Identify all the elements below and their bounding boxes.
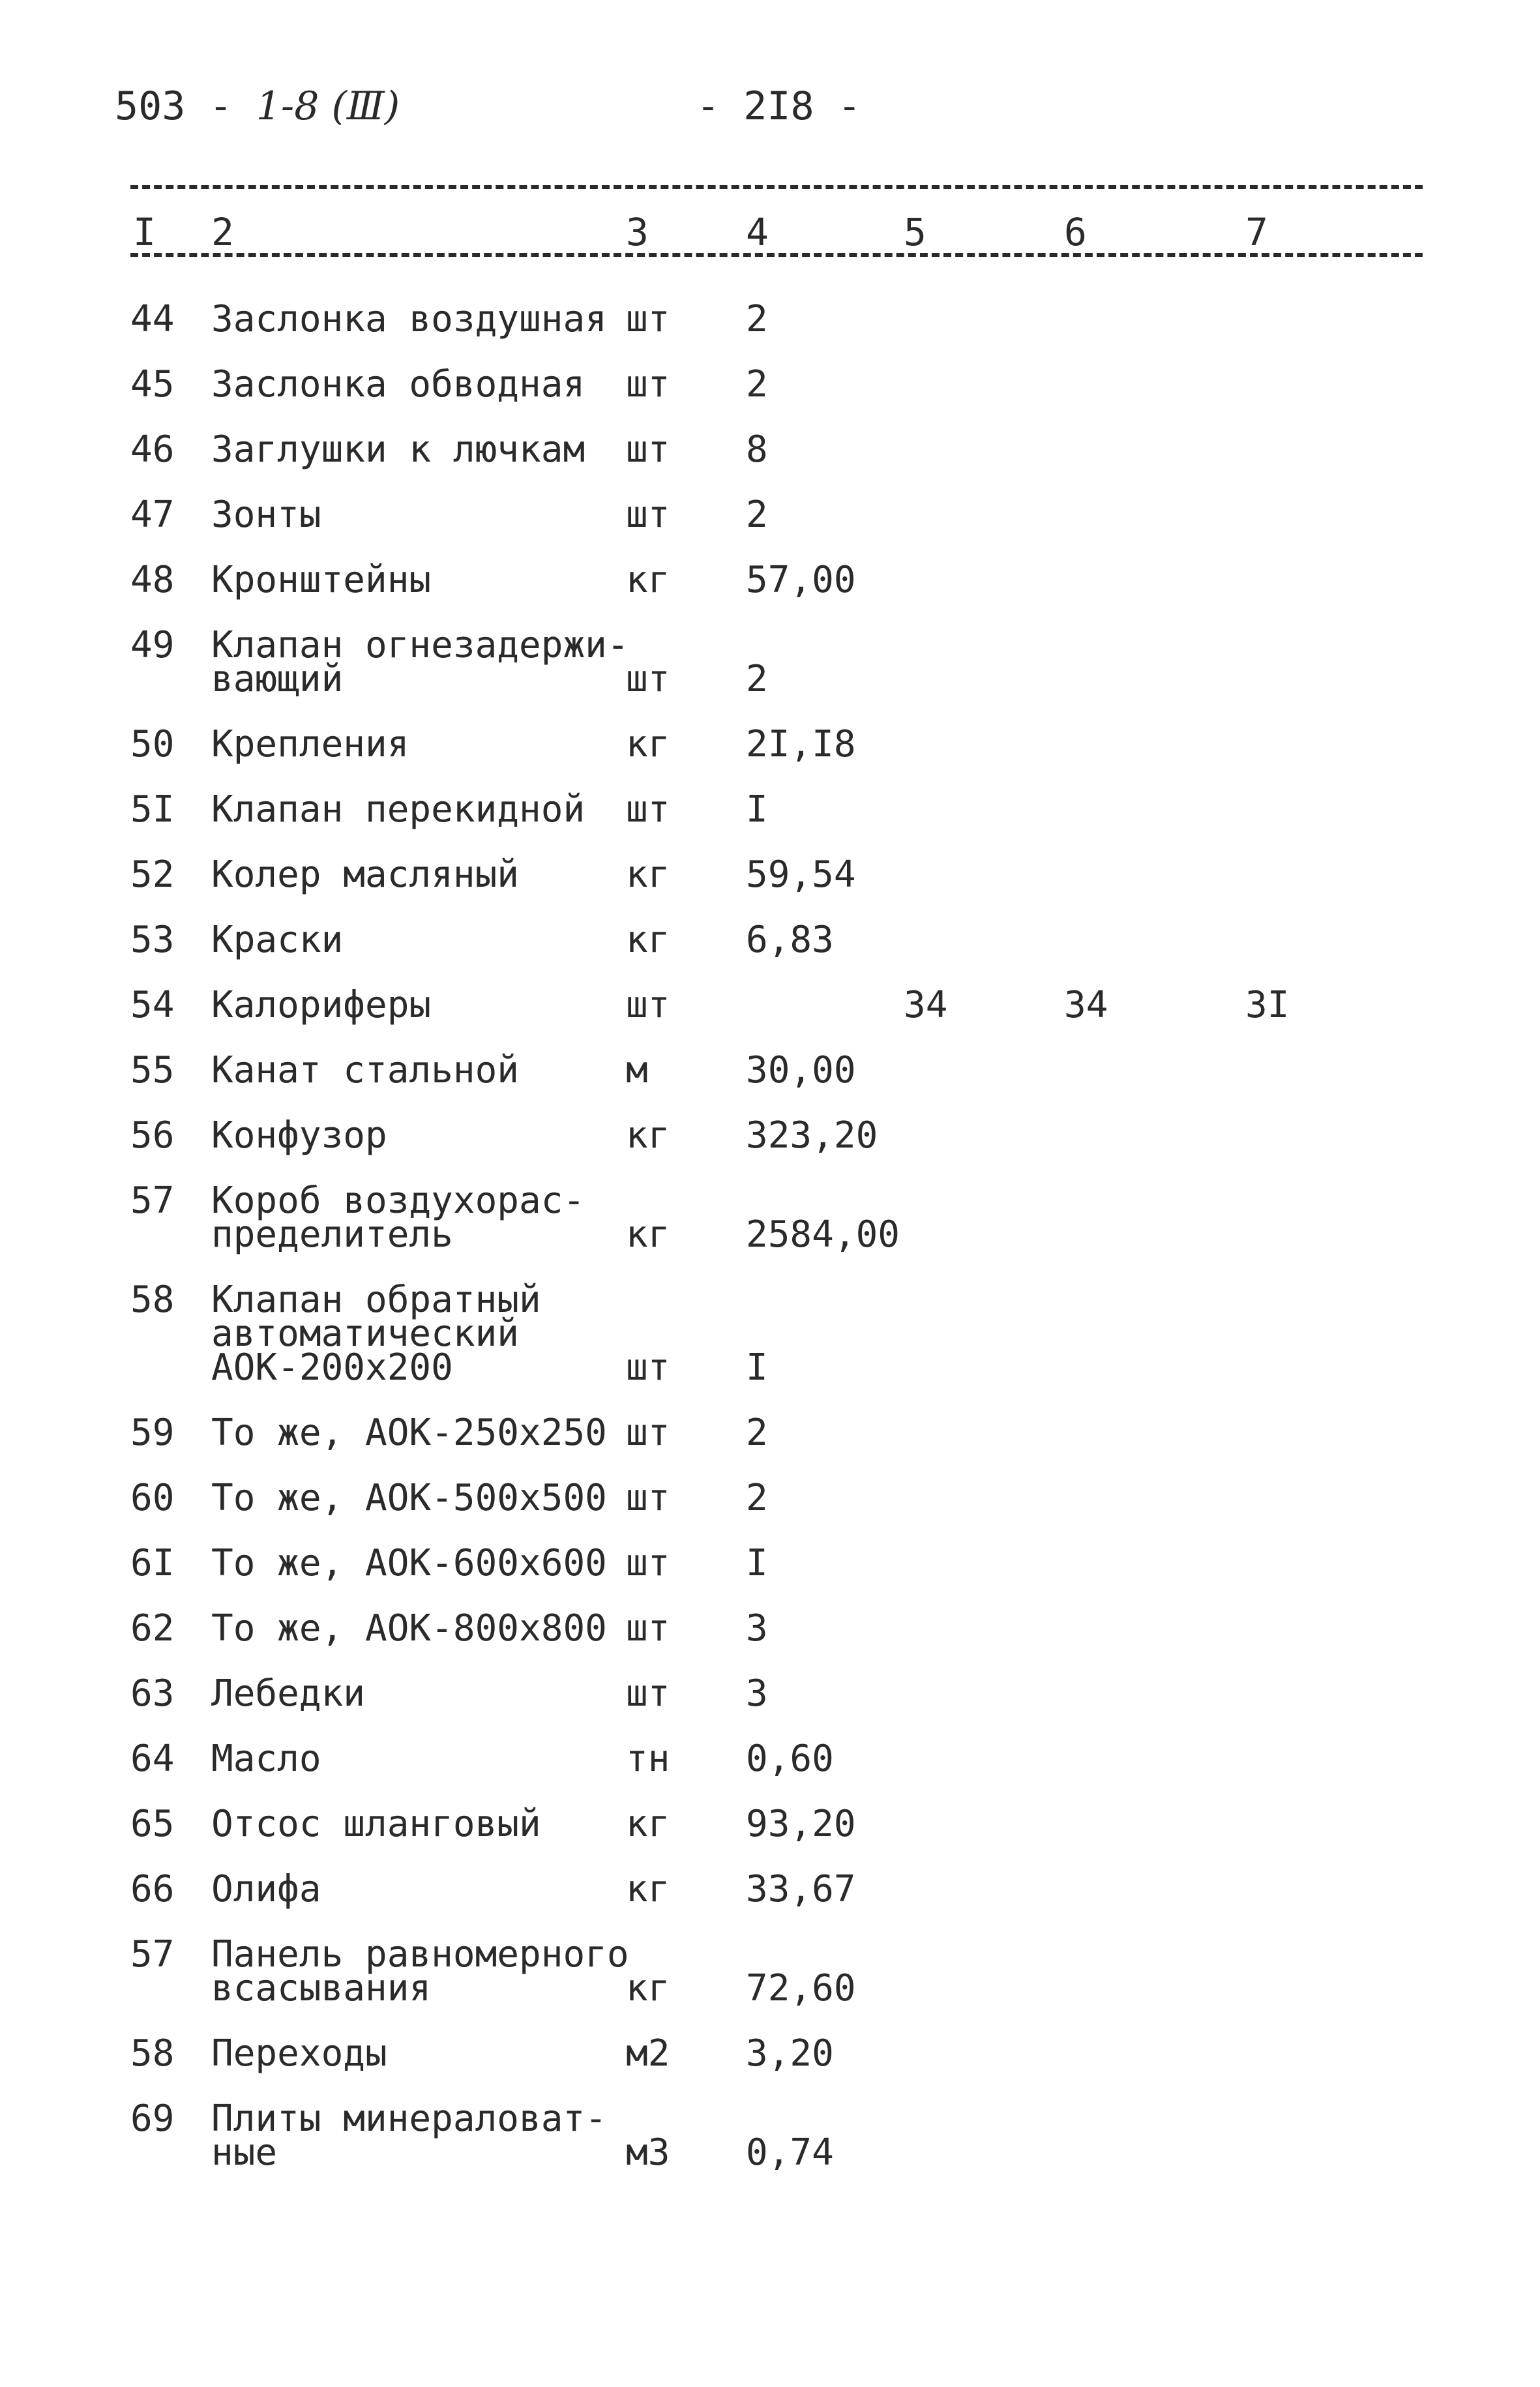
cell-unit: шт (626, 658, 670, 700)
column-number-3: 3 (626, 210, 649, 254)
cell-name: То же, АОК-500х500 (211, 1477, 607, 1519)
cell-num: 57 (130, 1933, 175, 1976)
cell-name: Клапан огнезадержи- вающий (211, 624, 629, 700)
cell-unit: шт (626, 494, 670, 536)
cell-num: 53 (130, 919, 175, 961)
cell-q4: 2I,I8 (746, 723, 856, 765)
cell-unit: тн (626, 1738, 670, 1780)
table-row (0, 1868, 1540, 1910)
cell-q4: I (746, 1346, 768, 1389)
cell-num: 60 (130, 1477, 175, 1519)
cell-q4: 3 (746, 1672, 768, 1715)
cell-q4: 2 (746, 298, 768, 340)
cell-name: Заслонка воздушная (211, 298, 607, 340)
table-row (0, 624, 1540, 700)
cell-q4: 2 (746, 363, 768, 406)
table-row (0, 428, 1540, 471)
document-code (115, 83, 400, 129)
table-row (0, 1049, 1540, 1091)
cell-num: 56 (130, 1114, 175, 1157)
table-row (0, 1477, 1540, 1519)
cell-name: Олифа (211, 1868, 321, 1910)
column-number-1: I (133, 210, 156, 254)
cell-name: Клапан перекидной (211, 788, 585, 831)
cell-unit: шт (626, 1412, 670, 1454)
cell-q4: 0,74 (746, 2131, 834, 2174)
table-row (0, 1607, 1540, 1650)
cell-name: Отсос шланговый (211, 1803, 541, 1845)
cell-unit: кг (626, 559, 670, 601)
cell-num: 48 (130, 559, 175, 601)
cell-unit: кг (626, 919, 670, 961)
cell-unit: кг (626, 1213, 670, 1256)
cell-unit: м (626, 1049, 648, 1091)
table-row (0, 559, 1540, 601)
document-code-handwritten: 1-8 (Ⅲ) (256, 83, 400, 129)
cell-unit: шт (626, 428, 670, 471)
table-row (0, 984, 1540, 1026)
cell-q4: I (746, 1542, 768, 1584)
cell-name: Крепления (211, 723, 409, 765)
cell-num: 52 (130, 853, 175, 896)
cell-num: 5I (130, 788, 175, 831)
table-row (0, 723, 1540, 765)
cell-q4: 6,83 (746, 919, 834, 961)
cell-unit: шт (626, 1542, 670, 1584)
cell-unit: шт (626, 1477, 670, 1519)
cell-name: Переходы (211, 2032, 387, 2075)
cell-name: Заслонка обводная (211, 363, 585, 406)
cell-num: 46 (130, 428, 175, 471)
table-row (0, 1672, 1540, 1715)
document-code-typed: 503 - (115, 83, 256, 129)
table-row (0, 2032, 1540, 2075)
cell-unit: шт (626, 1346, 670, 1389)
page-number: - 2I8 - (696, 83, 861, 129)
cell-q5: 34 (904, 984, 948, 1026)
cell-unit: кг (626, 1114, 670, 1157)
cell-name: Заглушки к лючкам (211, 428, 585, 471)
cell-num: 58 (130, 1279, 175, 1321)
table-row (0, 1933, 1540, 2009)
table-header-rule (130, 253, 1423, 257)
cell-num: 69 (130, 2098, 175, 2140)
cell-num: 45 (130, 363, 175, 406)
table-row (0, 853, 1540, 896)
cell-q4: 33,67 (746, 1868, 856, 1910)
column-number-6: 6 (1064, 210, 1087, 254)
cell-num: 47 (130, 494, 175, 536)
cell-num: 59 (130, 1412, 175, 1454)
cell-num: 62 (130, 1607, 175, 1650)
cell-name: Краски (211, 919, 344, 961)
cell-unit: кг (626, 1967, 670, 2009)
cell-num: 55 (130, 1049, 175, 1091)
cell-name: Колер масляный (211, 853, 520, 896)
cell-num: 57 (130, 1179, 175, 1222)
cell-num: 64 (130, 1738, 175, 1780)
cell-unit: шт (626, 1607, 670, 1650)
cell-name: То же, АОК-800х800 (211, 1607, 607, 1650)
cell-q4: 2 (746, 494, 768, 536)
cell-num: 44 (130, 298, 175, 340)
column-number-5: 5 (904, 210, 926, 254)
cell-name: Конфузор (211, 1114, 387, 1157)
cell-unit: м2 (626, 2032, 670, 2075)
table-row (0, 298, 1540, 340)
cell-num: 58 (130, 2032, 175, 2075)
cell-q7: 3I (1245, 984, 1290, 1026)
cell-name: Масло (211, 1738, 321, 1780)
cell-unit: м3 (626, 2131, 670, 2174)
column-number-2: 2 (211, 210, 234, 254)
table-row (0, 363, 1540, 406)
cell-unit: кг (626, 723, 670, 765)
table-row (0, 1412, 1540, 1454)
cell-unit: шт (626, 788, 670, 831)
table-row (0, 1803, 1540, 1845)
table-row (0, 1738, 1540, 1780)
table-row (0, 1542, 1540, 1584)
cell-q4: 3,20 (746, 2032, 834, 2075)
cell-q4: I (746, 788, 768, 831)
cell-unit: шт (626, 298, 670, 340)
cell-unit: кг (626, 1803, 670, 1845)
table-row (0, 919, 1540, 961)
cell-num: 49 (130, 624, 175, 666)
cell-q4: 3 (746, 1607, 768, 1650)
table-row (0, 494, 1540, 536)
table-row (0, 1279, 1540, 1389)
cell-name: То же, АОК-250х250 (211, 1412, 607, 1454)
cell-unit: кг (626, 853, 670, 896)
cell-name: Панель равномерного всасывания (211, 1933, 629, 2009)
cell-num: 50 (130, 723, 175, 765)
cell-q4: 30,00 (746, 1049, 856, 1091)
cell-num: 63 (130, 1672, 175, 1715)
cell-q4: 323,20 (746, 1114, 878, 1157)
cell-q4: 8 (746, 428, 768, 471)
cell-q4: 0,60 (746, 1738, 834, 1780)
cell-num: 66 (130, 1868, 175, 1910)
cell-name: То же, АОК-600х600 (211, 1542, 607, 1584)
cell-name: Клапан обратный автоматический АОК-200х200 (211, 1279, 541, 1389)
cell-unit: шт (626, 1672, 670, 1715)
cell-name: Короб воздухорас- пределитель (211, 1179, 585, 1256)
cell-name: Калориферы (211, 984, 432, 1026)
cell-q4: 2 (746, 1477, 768, 1519)
cell-name: Канат стальной (211, 1049, 520, 1091)
cell-name: Плиты минераловат- ные (211, 2098, 607, 2174)
column-number-4: 4 (746, 210, 769, 254)
table-row (0, 1179, 1540, 1256)
cell-q4: 72,60 (746, 1967, 856, 2009)
table-top-rule (130, 185, 1423, 189)
cell-q4: 93,20 (746, 1803, 856, 1845)
cell-q4: 2 (746, 658, 768, 700)
table-row (0, 788, 1540, 831)
cell-num: 6I (130, 1542, 175, 1584)
cell-q4: 2 (746, 1412, 768, 1454)
column-number-7: 7 (1245, 210, 1268, 254)
cell-name: Зонты (211, 494, 321, 536)
cell-q6: 34 (1064, 984, 1108, 1026)
cell-num: 54 (130, 984, 175, 1026)
cell-unit: шт (626, 984, 670, 1026)
cell-name: Лебедки (211, 1672, 366, 1715)
table-row (0, 1114, 1540, 1157)
table-row (0, 2098, 1540, 2174)
cell-unit: кг (626, 1868, 670, 1910)
cell-q4: 2584,00 (746, 1213, 900, 1256)
cell-q4: 59,54 (746, 853, 856, 896)
cell-num: 65 (130, 1803, 175, 1845)
cell-name: Кронштейны (211, 559, 432, 601)
cell-unit: шт (626, 363, 670, 406)
cell-q4: 57,00 (746, 559, 856, 601)
